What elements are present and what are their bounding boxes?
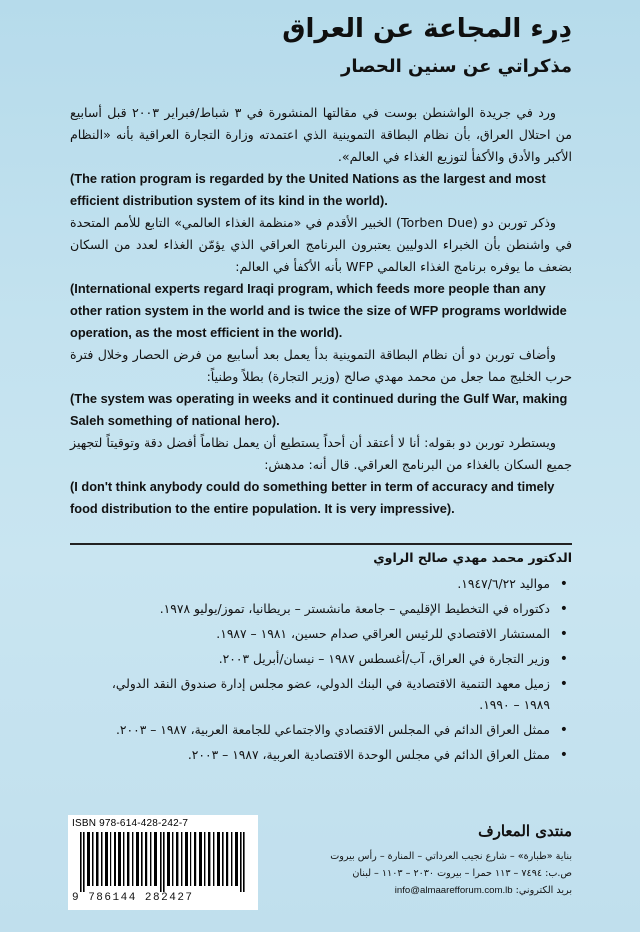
blurb-paragraph-en-2: (International experts regard Iraqi program, which feeds more people than any other ration system in the world and is twice the size of WFP programs worldwide operation, as the most efficient in the world). xyxy=(70,281,567,340)
bio-item: • زميل معهد التنمية الاقتصادية في البنك الدولي، عضو مجلس إدارة صندوق النقد الدولي، ١٩٨٩ – ١٩٩٠. xyxy=(100,674,572,716)
blurb-paragraph-en-1: (The ration program is regarded by the United Nations as the largest and most efficient distribution system of its kind in the world). xyxy=(70,171,546,208)
blurb-paragraph-ar-3: وأضاف توربن دو أن نظام البطاقة التموينية بدأ يعمل بعد أسابيع من فرض الحصار وخلال فترة حرب الخليج مما جعل من محمد مهدي صالح (وزير التجارة) بطلاً وطنياً: xyxy=(70,347,572,384)
bio-item: • ممثل العراق الدائم في المجلس الاقتصادي والاجتماعي للجامعة العربية، ١٩٨٧ – ٢٠٠٣. xyxy=(100,720,572,741)
publisher-address: بناية «طبارة» – شارع نجيب العرداتي – المنارة – رأس بيروت xyxy=(330,851,572,862)
publisher-logo: منتدى المعارف xyxy=(478,822,572,840)
blurb-paragraph-ar-1: ورد في جريدة الواشنطن بوست في مقالتها المنشورة في ٣ شباط/فبراير ٢٠٠٣ قبل أسابيع من احتلال العراق، بأن نظام البطاقة التموينية الذي اعتمدته وزارة التجارة العراقية بأنه «النظام الأكبر والأدق والأكفأ لتوزيع الغذاء في العالم». xyxy=(70,105,572,164)
blurb-paragraph-ar-2: وذكر توربن دو (Torben Due) الخبير الأقدم في «منظمة الغذاء العالمي» التابع للأمم المتحدة في واشنطن بأن الخبراء الدوليين يعتبرون البرنامج العراقي الذي يؤمّن الغذاء لعدد من السكان بضعف ما يوفره برنامج الغذاء العالمي WFP بأنه الأكفأ في العالم: xyxy=(70,215,572,274)
blurb-paragraph-en-4: (I don't think anybody could do something better in term of accuracy and timely food distribution to the entire population. It is very impressive). xyxy=(70,479,555,516)
blurb-body xyxy=(70,102,572,520)
bio-item: • ممثل العراق الدائم في مجلس الوحدة الاقتصادية العربية، ١٩٨٧ – ٢٠٠٣. xyxy=(100,745,572,766)
publisher-email-line xyxy=(330,882,572,899)
isbn-barcode-block xyxy=(68,815,258,910)
author-bio-list xyxy=(100,574,572,770)
section-divider xyxy=(70,543,572,545)
bio-item: • دكتوراه في التخطيط الإقليمي – جامعة مانشستر – بريطانيا، تموز/يوليو ١٩٧٨. xyxy=(100,599,572,620)
barcode-icon xyxy=(74,832,252,892)
bio-item: • المستشار الاقتصادي للرئيس العراقي صدام حسين، ١٩٨١ – ١٩٨٧. xyxy=(100,624,572,645)
blurb-paragraph-en-3: (The system was operating in weeks and it continued during the Gulf War, making Saleh something of national hero). xyxy=(70,391,568,428)
bio-item: • مواليد ١٩٤٧/٦/٢٢. xyxy=(100,574,572,595)
isbn-label: ISBN 978-614-428-242-7 xyxy=(72,818,189,829)
author-name: الدكتور محمد مهدي صالح الراوي xyxy=(373,550,572,565)
publisher-phone: ص.ب: ٧٤٩٤ – ١١٣ حمرا – بيروت ٢٠٣٠ – ١١٠٣ – لبنان xyxy=(352,868,572,879)
book-title: دِرء المجاعة عن العراق xyxy=(282,14,572,44)
book-subtitle: مذكراتي عن سنين الحصار xyxy=(341,56,572,77)
publisher-email[interactable]: info@almaarefforum.com.lb xyxy=(394,885,513,896)
publisher-email-label: بريد الكتروني: xyxy=(515,885,572,896)
blurb-paragraph-ar-4: ويستطرد توربن دو بقوله: أنا لا أعتقد أن أحداً يستطيع أن يعمل نظاماً أفضل دقة وتوقيتاً لتجهيز جميع السكان بالغذاء من البرنامج العراقي. قال أنه: مدهش: xyxy=(70,435,572,472)
barcode-number: 9 786144 282427 xyxy=(72,892,194,904)
bio-item: • وزير التجارة في العراق، آب/أغسطس ١٩٨٧ – نيسان/أبريل ٢٠٠٣. xyxy=(100,649,572,670)
publisher-contact xyxy=(330,848,572,899)
